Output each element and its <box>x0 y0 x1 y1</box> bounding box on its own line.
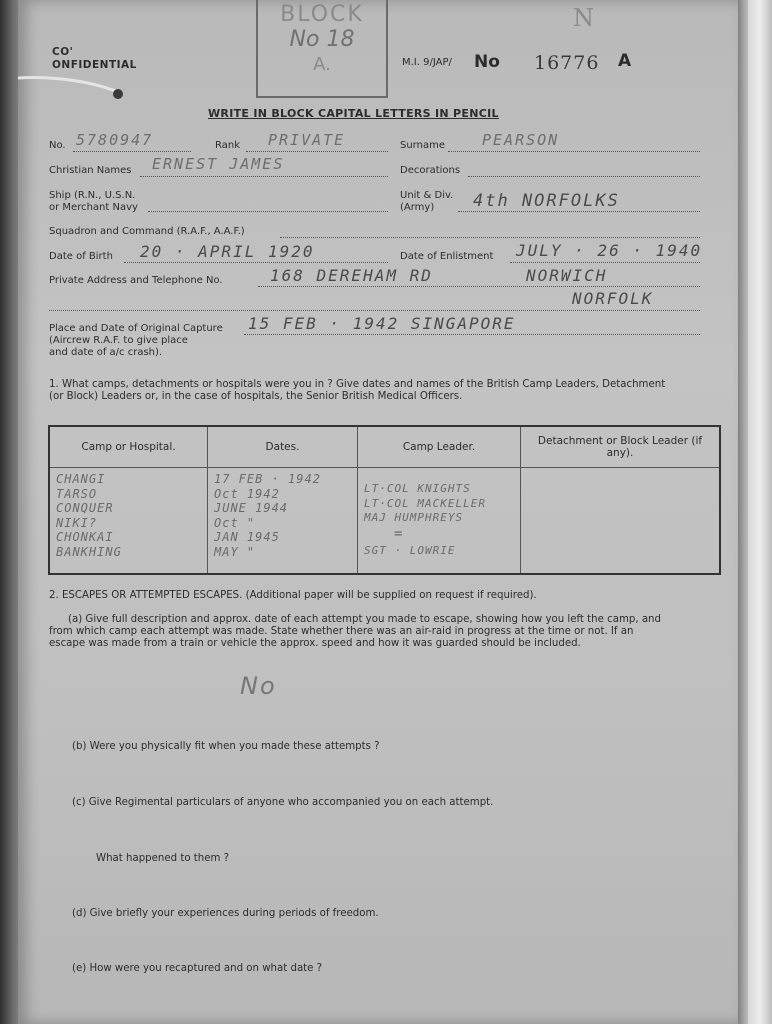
serial-suffix: A <box>618 51 632 71</box>
address-county: NORFOLK <box>572 289 654 308</box>
detachment-cell <box>521 468 721 575</box>
camp-entry: TARSO <box>56 486 98 501</box>
surname-value: PEARSON <box>482 131 560 149</box>
dob-label: Date of Birth <box>49 251 113 262</box>
unit-label-1: Unit & Div. <box>400 190 454 201</box>
date-entry: Oct 1942 <box>214 486 280 501</box>
camp-entry: NIKI? <box>56 515 98 530</box>
enlistment-value: JULY · 26 · 1940 <box>516 241 703 260</box>
surname-label: Surname <box>400 140 445 151</box>
q2-heading: 2. ESCAPES OR ATTEMPTED ESCAPES. (Additional paper will be supplied on request if required). <box>49 590 537 601</box>
q2-c: (c) Give Regimental particulars of anyone who accompanied you on each attempt. <box>72 797 494 808</box>
date-entry: Oct " <box>214 515 256 530</box>
address-label: Private Address and Telephone No. <box>49 275 223 286</box>
instruction-heading: WRITE IN BLOCK CAPITAL LETTERS IN PENCIL <box>208 107 499 120</box>
unit-value: 4th NORFOLKS <box>473 191 620 211</box>
unit-label-2: (Army) <box>400 202 435 213</box>
q1-text-1: 1. What camps, detachments or hospitals were you in ? Give dates and names of the British Camp Leaders, Detachment <box>49 379 666 390</box>
q2-a-line-1: (a) Give full description and approx. date of each attempt you made to escape, showing how you left the camp, and <box>68 614 661 625</box>
capture-value: 15 FEB · 1942 SINGAPORE <box>248 314 516 333</box>
stamp-line-3: A. <box>313 54 331 75</box>
form-reference: M.I. 9/JAP/ <box>402 57 452 68</box>
classification-label: CO' ONFIDENTIAL <box>52 46 137 71</box>
stamp-line-1: BLOCK <box>280 2 364 27</box>
rank-label: Rank <box>215 140 240 151</box>
leader-entry: SGT · LOWRIE <box>364 544 456 557</box>
leader-entry: = <box>394 525 404 542</box>
camp-entry: CHONKAI <box>56 530 114 544</box>
leader-entry: LT·COL KNIGHTS <box>364 482 471 495</box>
camp-entry: CHANGI <box>56 472 106 486</box>
stamp-line-2: No 18 <box>289 27 355 52</box>
q2-a-line-2: from which camp each attempt was made. State whether there was an air-raid in progress at the time or not. If an <box>49 626 634 637</box>
camp-entry: BANKHING <box>56 544 122 559</box>
dates-cell <box>208 468 358 575</box>
col-leader: Camp Leader. <box>358 426 521 468</box>
date-entry: 17 FEB · 1942 <box>214 472 321 486</box>
corner-mark: N <box>573 4 594 32</box>
q2-d: (d) Give briefly your experiences during periods of freedom. <box>72 908 379 919</box>
camps-table <box>48 425 721 575</box>
block-stamp <box>256 0 388 98</box>
christian-names-label: Christian Names <box>49 165 132 176</box>
squadron-label: Squadron and Command (R.A.F., A.A.F.) <box>49 226 245 237</box>
leader-entry: LT·COL MACKELLER <box>364 496 486 510</box>
address-line-1: 168 DEREHAM RD <box>270 266 433 285</box>
ship-label-2: or Merchant Navy <box>49 202 138 213</box>
q2-b: (b) Were you physically fit when you made these attempts ? <box>72 741 380 752</box>
stacked-pages-edge <box>748 0 772 1024</box>
q2-e: (e) How were you recaptured and on what date ? <box>72 963 323 974</box>
leaders-cell <box>358 468 521 575</box>
col-detachment: Detachment or Block Leader (if any). <box>521 426 721 468</box>
dob-value: 20 · APRIL 1920 <box>140 242 315 261</box>
treasury-tag-string <box>18 70 148 110</box>
christian-names-value: ERNEST JAMES <box>152 155 285 173</box>
leader-entry: MAJ HUMPHREYS <box>364 511 464 524</box>
no-value: 5780947 <box>76 131 154 149</box>
escape-answer: No <box>240 672 277 700</box>
enlistment-label: Date of Enlistment <box>400 251 494 262</box>
address-city: NORWICH <box>526 266 608 285</box>
date-entry: MAY " <box>214 544 256 559</box>
q2-a-line-3: escape was made from a train or vehicle the approx. speed and how it was guarded should be included. <box>49 638 581 649</box>
camps-cell <box>49 468 208 575</box>
number-label: No <box>474 52 500 72</box>
decorations-label: Decorations <box>400 165 461 176</box>
no-label: No. <box>49 140 66 151</box>
rank-value: PRIVATE <box>268 131 346 149</box>
date-entry: JUNE 1944 <box>214 501 289 515</box>
q2-c-followup: What happened to them ? <box>96 853 230 864</box>
date-entry: JAN 1945 <box>214 530 280 544</box>
col-camp: Camp or Hospital. <box>49 426 208 468</box>
col-dates: Dates. <box>208 426 358 468</box>
capture-label-2: (Aircrew R.A.F. to give place <box>49 335 188 346</box>
form-page <box>18 0 738 1024</box>
camp-entry: CONQUER <box>56 501 114 515</box>
q1-text-2: (or Block) Leaders or, in the case of hospitals, the Senior British Medical Officers. <box>49 391 463 402</box>
capture-label-3: and date of a/c crash). <box>49 347 163 358</box>
capture-label-1: Place and Date of Original Capture <box>49 323 223 334</box>
ship-label-1: Ship (R.N., U.S.N. <box>49 190 136 201</box>
serial-number: 16776 <box>534 52 600 74</box>
